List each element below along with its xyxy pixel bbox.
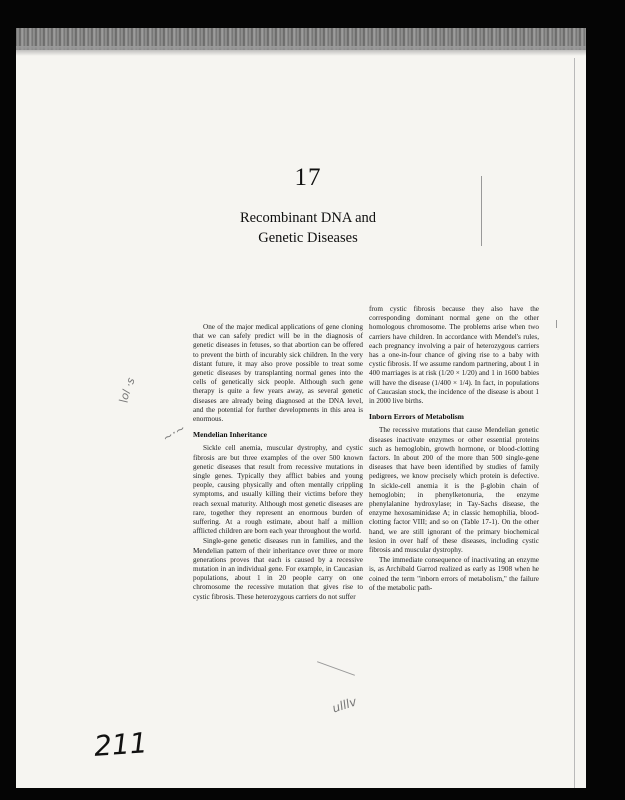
section-heading-inborn-errors: Inborn Errors of Metabolism	[369, 412, 464, 422]
handwritten-page-number: 211	[92, 726, 149, 763]
margin-tick	[556, 320, 557, 328]
scan-top-shadow	[16, 46, 600, 56]
handwritten-scribble: ulllv	[330, 694, 359, 716]
margin-mark	[481, 176, 482, 246]
pencil-stroke	[317, 661, 355, 676]
mendelian-paragraph-1: Sickle cell anemia, muscular dystrophy, and cystic fibrosis are but three examples of the over 500 known genetic diseases that result from recessive mutations in single genes. Typically they afflict babies and young people, causing physically and often mentally crippling symptoms, and usually killing their victims before they reach sexual maturity. Although most genetic diseases are rare, together they represent an enormous burden of suffering. At a rough estimate, about half a million afflicted children are born each year throughout the world.	[193, 444, 363, 536]
intro-paragraph: One of the major medical applications of gene cloning that we can safely predict will be in the diagnosis of genetic diseases in fetuses, so that abortion can be offered to prevent the birth of incurably sick children. In the very distant future, it may also prove possible to treat some genetic diseases by transplanting normal genes into the cells of genetically sick people. Although such gene therapy is quite a few years away, as several genetic diseases are already being diagnosed at the DNA level, and the potential for further developments in this area is enormous.	[193, 323, 363, 424]
left-text-column	[193, 323, 363, 603]
right-text-column	[369, 305, 539, 594]
scan-right-edge	[586, 28, 600, 788]
section-heading-mendelian: Mendelian Inheritance	[193, 430, 268, 440]
chapter-number: 17	[294, 164, 322, 191]
mendelian-paragraph-2: Single-gene genetic diseases run in families, and the Mendelian pattern of their inheritance over three or more generations proves that each is caused by a recessive mutation in an individual gene. For example, in Caucasian populations, about 1 in 20 people carry on one chromosome the recessive mutation that gives rise to cystic fibrosis. These heterozygous carriers do not suffer	[193, 537, 363, 601]
inborn-errors-paragraph-2: The immediate consequence of inactivating an enzyme is, as Archibald Garrod realized as early as 1908 when he coined the term "inborn errors of metabolism," the failure of the metabolic path-	[369, 556, 539, 592]
handwritten-margin-mark: ~·~	[160, 420, 188, 446]
scanned-page	[16, 28, 600, 788]
chapter-title-line-1: Recombinant DNA and	[239, 210, 377, 226]
continued-paragraph: from cystic fibrosis because they also have the corresponding dominant normal gene on the other homologous chromosome. The problems arise when two carriers have children. In accordance with Mendel's rules, each pregnancy involving a pair of heterozygous carriers has a one-in-four chance of giving rise to a baby with cystic fibrosis. If we assume random partnering, about 1 in 400 marriages is at risk (1/20 × 1/20) and 1 in 1600 babies will have the disease (1/400 × 1/4). In fact, in populations of Caucasian stock, the incidence of the disease is about 1 in 2000 live births.	[369, 305, 539, 406]
inborn-errors-paragraph-1: The recessive mutations that cause Mendelian genetic diseases inactivate enzymes or other essential proteins such as hemoglobin, growth hormone, or blood-clotting factors. In about 200 of the more than 500 single-gene diseases that have been identified by studies of family pedigrees, we know precisely which protein is defective. In sickle-cell anemia it is the β-globin chain of hemoglobin; in phenylketonuria, the enzyme phenylalanine hydroxylase; in Tay-Sachs disease, the enzyme hexosaminidase A; in classic hemophilia, blood-clotting factor VIII; and so on (Table 17-1). On the other hand, we are still ignorant of the primary biochemical lesion in over half of these diseases, including cystic fibrosis and muscular dystrophy.	[369, 426, 539, 555]
handwritten-margin-note: \ol ·s	[116, 375, 138, 406]
chapter-title	[16, 208, 600, 248]
chapter-title-line-2: Genetic Diseases	[258, 230, 358, 246]
